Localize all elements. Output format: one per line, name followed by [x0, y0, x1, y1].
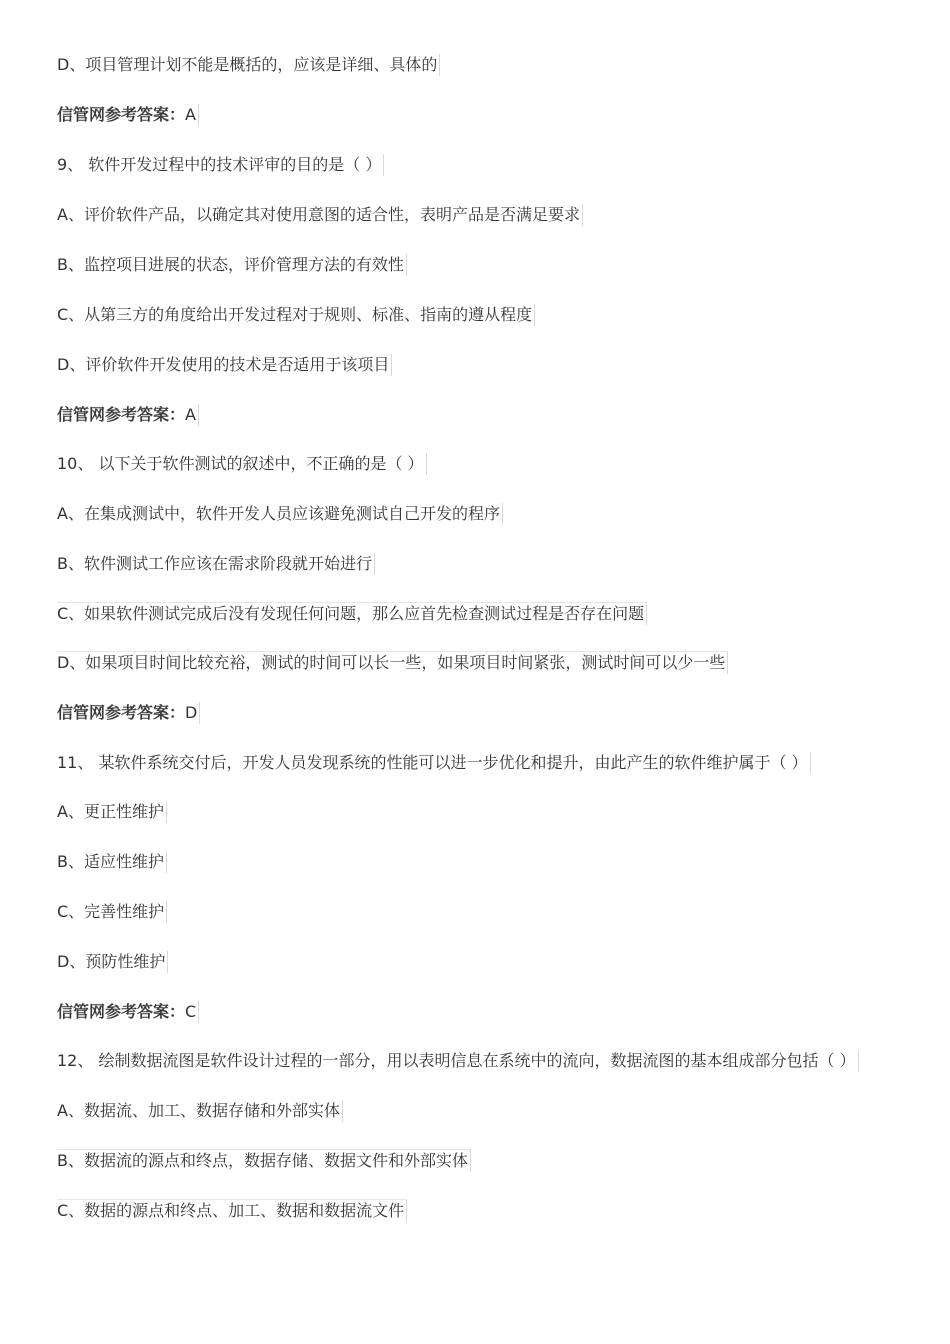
answer-value: C [185, 1002, 197, 1021]
q11-option-b: B、适应性维护 [57, 851, 167, 873]
q11-answer [57, 1001, 199, 1023]
q11-question: 11、 某软件系统交付后，开发人员发现系统的性能可以进一步优化和提升，由此产生的软件维护属于（ ） [57, 752, 811, 774]
q9-option-c: C、从第三方的角度给出开发过程对于规则、标准、指南的遵从程度 [57, 304, 535, 326]
answer-value: A [185, 405, 196, 424]
q10-option-d: D、如果项目时间比较充裕，测试的时间可以长一些，如果项目时间紧张，测试时间可以少一些 [57, 651, 728, 674]
q10-option-a: A、在集成测试中，软件开发人员应该避免测试自己开发的程序 [57, 503, 503, 525]
q9-question: 9、 软件开发过程中的技术评审的目的是（ ） [57, 154, 384, 176]
q11-option-a: A、更正性维护 [57, 801, 167, 823]
answer-label: 信管网参考答案： [57, 105, 186, 124]
answer-value: A [185, 105, 196, 124]
answer-label: 信管网参考答案： [57, 405, 186, 424]
q10-question: 10、 以下关于软件测试的叙述中，不正确的是（ ） [57, 453, 427, 475]
q12-option-b: B、数据流的源点和终点，数据存储、数据文件和外部实体 [57, 1149, 471, 1172]
q11-option-c: C、完善性维护 [57, 901, 167, 923]
q8-answer [57, 104, 199, 126]
q9-answer [57, 404, 199, 426]
q9-option-b: B、监控项目进展的状态，评价管理方法的有效性 [57, 254, 407, 276]
q12-option-a: A、数据流、加工、数据存储和外部实体 [57, 1100, 343, 1122]
q9-option-a: A、评价软件产品，以确定其对使用意图的适合性，表明产品是否满足要求 [57, 204, 583, 226]
q12-question: 12、 绘制数据流图是软件设计过程的一部分，用以表明信息在系统中的流向，数据流图的基本组成部分包括（ ） [57, 1050, 859, 1072]
q12-option-c: C、数据的源点和终点、加工、数据和数据流文件 [57, 1199, 407, 1222]
q8-option-d: D、项目管理计划不能是概括的，应该是详细、具体的 [57, 54, 440, 76]
answer-label: 信管网参考答案： [57, 703, 186, 722]
q10-option-c: C、如果软件测试完成后没有发现任何问题，那么应首先检查测试过程是否存在问题 [57, 602, 647, 625]
q9-option-d: D、评价软件开发使用的技术是否适用于该项目 [57, 354, 392, 376]
q10-answer [57, 702, 200, 724]
q10-option-b: B、软件测试工作应该在需求阶段就开始进行 [57, 553, 375, 575]
answer-label: 信管网参考答案： [57, 1002, 186, 1021]
answer-value: D [185, 703, 198, 722]
q11-option-d: D、预防性维护 [57, 951, 168, 973]
